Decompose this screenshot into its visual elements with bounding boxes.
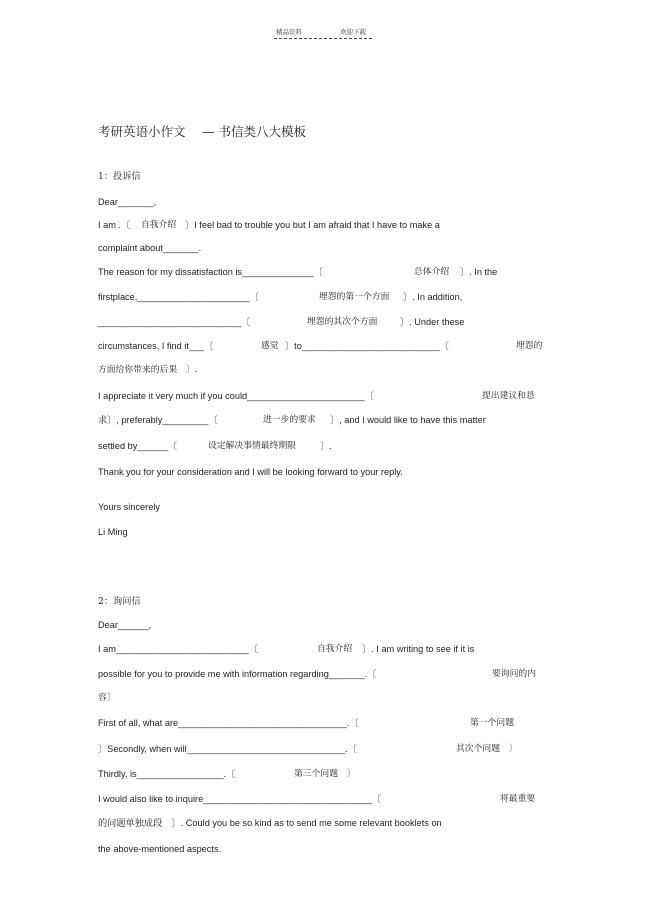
text: firstplace,______________________〔 <box>98 292 259 302</box>
letter2-line-7 <box>98 792 536 806</box>
letter1-line-6 <box>98 339 543 353</box>
letter1-line-3 <box>98 265 498 279</box>
text: First of all, what are_________________________________.〔 <box>98 718 359 728</box>
hint: 提出建议和恳 <box>482 391 535 401</box>
letter1-line-5 <box>98 315 465 329</box>
hint: 感觉 <box>261 341 279 351</box>
text: 〕. In the <box>460 267 498 277</box>
letter1-closing: Yours sincerely <box>98 502 160 512</box>
text: 〕. <box>320 441 332 451</box>
letter1-line-7: 方面给你带来的后果 〕. <box>98 365 198 375</box>
letter2-line-3: 容〕 <box>98 693 116 703</box>
hint: 将最重要 <box>500 794 536 804</box>
header-left-text: 精品资料 <box>276 28 302 36</box>
text: 〕Secondly, when will_______________________________.〔 <box>98 744 357 754</box>
letter1-line-4 <box>98 290 463 304</box>
text: 〕I feel bad to trouble you but I am afraid that I have to make a <box>185 220 440 230</box>
hint: 进一步的要求 <box>263 415 316 425</box>
text: possible for you to provide me with information regarding_______.〔 <box>98 669 377 679</box>
letter1-line-10 <box>98 439 332 453</box>
letter2-line-5 <box>98 742 518 756</box>
hint: 设定解决事情最终期限 <box>208 441 296 451</box>
letter1-line-9 <box>98 413 486 427</box>
letter1-signature: Li Ming <box>98 527 128 537</box>
page-header <box>276 27 366 36</box>
salutation: Dear______, <box>98 620 152 630</box>
letter1-line-1 <box>98 218 440 232</box>
letter2-line-8 <box>98 816 442 830</box>
text: I am .〔 <box>98 220 131 230</box>
letter1-thanks: Thank you for your consideration and I will be looking forward to your reply. <box>98 467 403 477</box>
text: ____________________________〔 <box>98 317 251 327</box>
text: 〕. I am writing to see if it is <box>362 644 475 654</box>
text: The reason for my dissatisfaction is______________〔 <box>98 267 323 277</box>
text: circumstances, I find it___〔 <box>98 341 214 351</box>
letter2-line-2 <box>98 667 536 681</box>
salutation: Dear_______, <box>98 197 157 207</box>
hint: 其次个问题 〕 <box>456 744 518 754</box>
letter2-line-6 <box>98 767 356 781</box>
hint: 第三个问题 〕 <box>294 769 356 779</box>
header-right-text: 欢迎下载 <box>340 28 366 36</box>
header-dashed-rule <box>274 38 372 39</box>
hint: 自我介绍 <box>141 220 177 230</box>
hint: 埋怨的其次个方面 <box>307 317 378 327</box>
text: I am__________________________〔 <box>98 644 258 654</box>
letter2-line-9: the above-mentioned aspects. <box>98 844 222 854</box>
letter2-line-1 <box>98 642 475 656</box>
section-heading-complaint: 1：投诉信 <box>98 171 141 182</box>
hint: 自我介绍 <box>317 644 353 654</box>
hint: 第一个问题 <box>470 718 514 728</box>
text: I appreciate it very much if you could_______________________〔 <box>98 391 374 401</box>
hint: 埋怨的 <box>516 341 543 351</box>
letter2-line-4 <box>98 716 514 730</box>
hint: 要询问的内 <box>492 669 536 679</box>
letter1-line-2: complaint about_______. <box>98 243 202 253</box>
text: Thirdly, is_________________.〔 <box>98 769 236 779</box>
text: I would also like to inquire_________________________________〔 <box>98 794 382 804</box>
hint: 总体介绍 <box>414 267 450 277</box>
text: 的问题单独成段 〕. Could you be so kind as to send me some relevant booklets on <box>98 818 442 828</box>
text: 〕. Under these <box>400 317 465 327</box>
section-heading-inquiry: 2：询问信 <box>98 596 141 607</box>
hint: 埋怨的第一个方面 <box>319 292 390 302</box>
document-title: 考研英语小作文 — 书信类八大模板 <box>98 124 306 139</box>
text: 求〕, preferably_________〔 <box>98 415 218 425</box>
text: 〕to___________________________〔 <box>285 341 449 351</box>
letter1-line-8 <box>98 389 535 403</box>
text: 〕, and I would like to have this matter <box>330 415 486 425</box>
text: settled by______〔 <box>98 441 178 451</box>
text: 〕. In addition, <box>403 292 463 302</box>
